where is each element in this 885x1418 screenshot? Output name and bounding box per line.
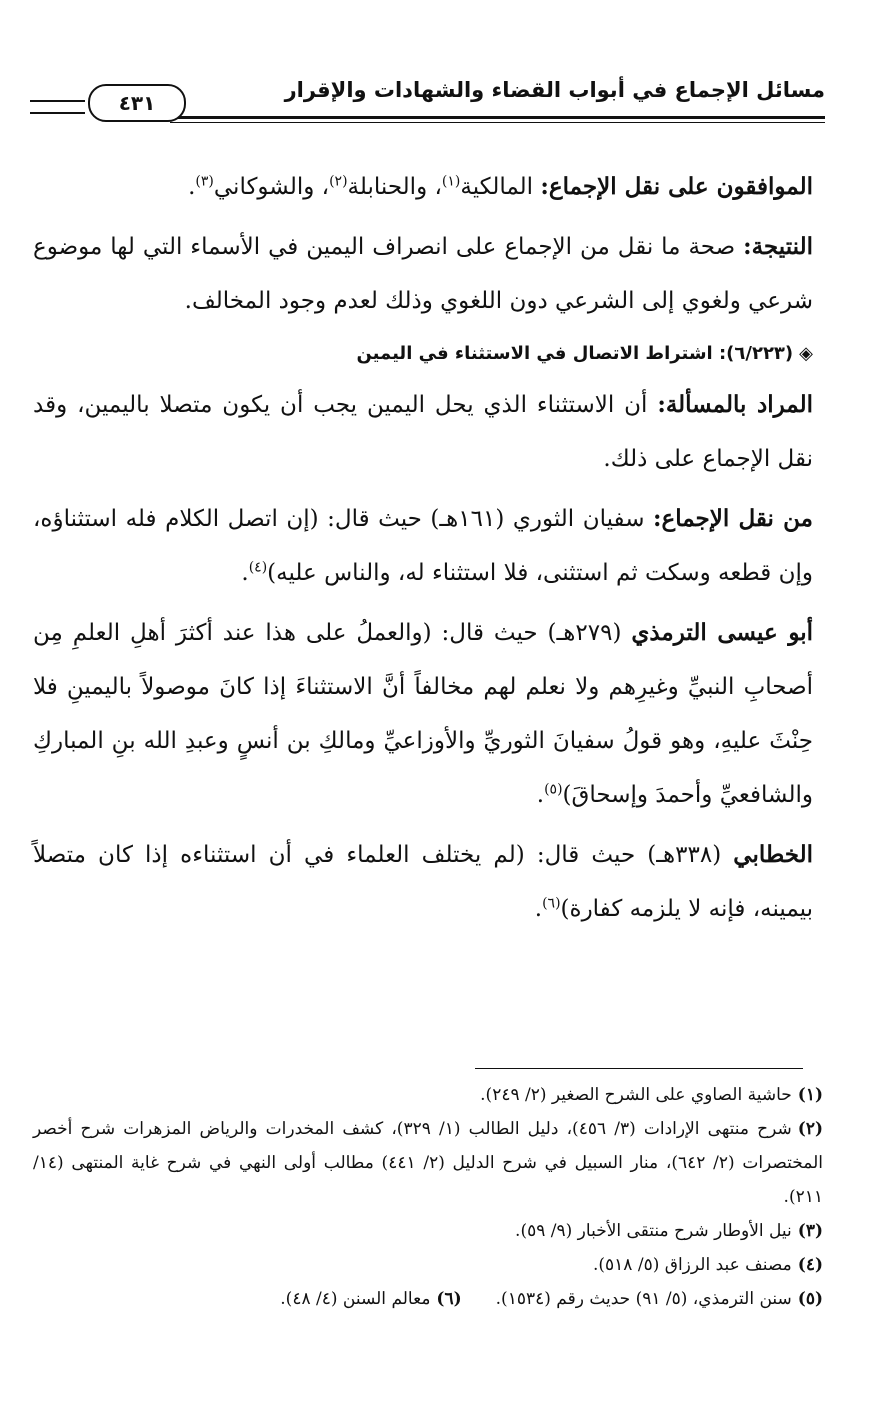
- footnote-ref: (٥): [544, 781, 563, 798]
- paragraph-text: .: [241, 560, 249, 586]
- page-number: ٤٣١: [88, 84, 186, 122]
- footnote: [33, 1248, 823, 1282]
- footnote-text: مصنف عبد الرزاق (٥/ ٥١٨).: [593, 1255, 792, 1275]
- paragraph-lead: النتيجة:: [743, 233, 813, 260]
- paragraph-khattabi: [33, 828, 813, 936]
- footnote-number: (٣): [797, 1221, 823, 1241]
- footnote-ref: (٤): [248, 559, 268, 576]
- footnote-text: نيل الأوطار شرح منتقى الأخبار (٩/ ٥٩).: [515, 1221, 792, 1241]
- paragraph-text: .: [536, 782, 545, 808]
- paragraph-text: أن الاستثناء الذي يحل اليمين يجب أن يكون متصلا باليمين، وقد نقل الإجماع على ذلك.: [33, 392, 813, 472]
- paragraph-meaning: [33, 378, 813, 486]
- footnote-number: (٤): [797, 1255, 823, 1275]
- footnote-number: (١): [797, 1085, 823, 1105]
- paragraph-lead: من نقل الإجماع:: [653, 505, 813, 532]
- paragraph-lead: الخطابي: [733, 841, 813, 868]
- paragraph-tirmidhi: [33, 606, 813, 822]
- paragraph-lead: الموافقون على نقل الإجماع:: [540, 173, 813, 200]
- ornament-lines: [30, 100, 85, 114]
- paragraph-lead: المراد بالمسألة:: [657, 391, 813, 418]
- footnote-text: سنن الترمذي، (٥/ ٩١) حديث رقم (١٥٣٤).: [495, 1289, 792, 1309]
- page-header: [30, 70, 825, 120]
- paragraph-text: ، والشوكاني: [213, 174, 330, 200]
- footnote-number: (٥): [797, 1289, 823, 1309]
- paragraph-text: صحة ما نقل من الإجماع على انصراف اليمين في الأسماء التي لها موضوع شرعي ولغوي إلى الشرعي دون اللغوي وذلك لعدم وجود المخالف.: [33, 234, 813, 314]
- paragraph-text: سفيان الثوري (١٦١هـ) حيث قال: (إن اتصل الكلام فله استثناؤه، وإن قطعه وسكت ثم استثنى، فلا استثناء له، والناس عليه): [33, 506, 813, 586]
- paragraph-result: [33, 220, 813, 328]
- footnote: [33, 1078, 823, 1112]
- main-text: [33, 160, 813, 942]
- section-heading: [33, 334, 813, 374]
- footnote-ref: (٣): [195, 173, 214, 190]
- paragraph-text: المالكية: [460, 174, 541, 200]
- footnote-ref: (٦): [542, 895, 561, 912]
- paragraph-agreers: [33, 160, 813, 214]
- footnote-separator: [475, 1068, 803, 1069]
- paragraph-text: (٢٧٩هـ) حيث قال: (والعملُ على هذا عند أكثرَ أهلِ العلمِ مِن أصحابِ النبيِّ وغيرِهم ولا نعلم لهم مخالفاً أنَّ الاستثناءَ إذا كانَ موصولاً باليمينِ فلا حِنْثَ عليهِ، وهو قولُ سفيانَ الثوريِّ والأوزاعيِّ ومالكِ بن أنسٍ وعبدِ الله بنِ المباركِ والشافعيِّ وأحمدَ وإسحاقَ): [33, 620, 813, 808]
- footnote: [33, 1214, 823, 1248]
- footnote-ref: (١): [441, 173, 461, 190]
- paragraph-text: ، والحنابلة: [347, 174, 442, 200]
- diamond-bullet-icon: ◈: [799, 343, 813, 364]
- paragraph-text: .: [534, 896, 543, 922]
- footnote: [33, 1112, 823, 1214]
- section-heading-text: (٦/٢٢٣): اشتراط الاتصال في الاستثناء في اليمين: [356, 343, 794, 364]
- header-rule-thin: [170, 122, 825, 123]
- paragraph-text: (٣٣٨هـ) حيث قال: (لم يختلف العلماء في أن استثناءه إذا كان متصلاً بيمينه، فإنه لا يلزمه كفارة): [33, 842, 813, 922]
- footnote-text: معالم السنن (٤/ ٤٨).: [280, 1289, 431, 1309]
- paragraph-text: .: [188, 174, 196, 200]
- running-title: مسائل الإجماع في أبواب القضاء والشهادات والإقرار: [284, 78, 825, 102]
- footnote-number: (٢): [797, 1119, 823, 1139]
- paragraph-lead: أبو عيسى الترمذي: [631, 619, 813, 646]
- footnote-text: شرح منتهى الإرادات (٣/ ٤٥٦)، دليل الطالب (١/ ٣٢٩)، كشف المخدرات والرياض المزهرات شرح أخصر المختصرات (٢/ ٦٤٢)، منار السبيل في شرح الدليل (٢/ ٤٤١) مطالب أولى النهي في شرح غاية المنتهى (١٤/ ٢١١).: [33, 1119, 823, 1207]
- footnote-text: حاشية الصاوي على الشرح الصغير (٢/ ٢٤٩).: [480, 1085, 792, 1105]
- paragraph-transmitters: [33, 492, 813, 600]
- footnote-ref: (٢): [329, 173, 348, 190]
- footnotes: [33, 1078, 823, 1316]
- footnote: [33, 1282, 823, 1316]
- header-rule: [170, 116, 825, 119]
- footnote-number: (٦): [436, 1289, 462, 1309]
